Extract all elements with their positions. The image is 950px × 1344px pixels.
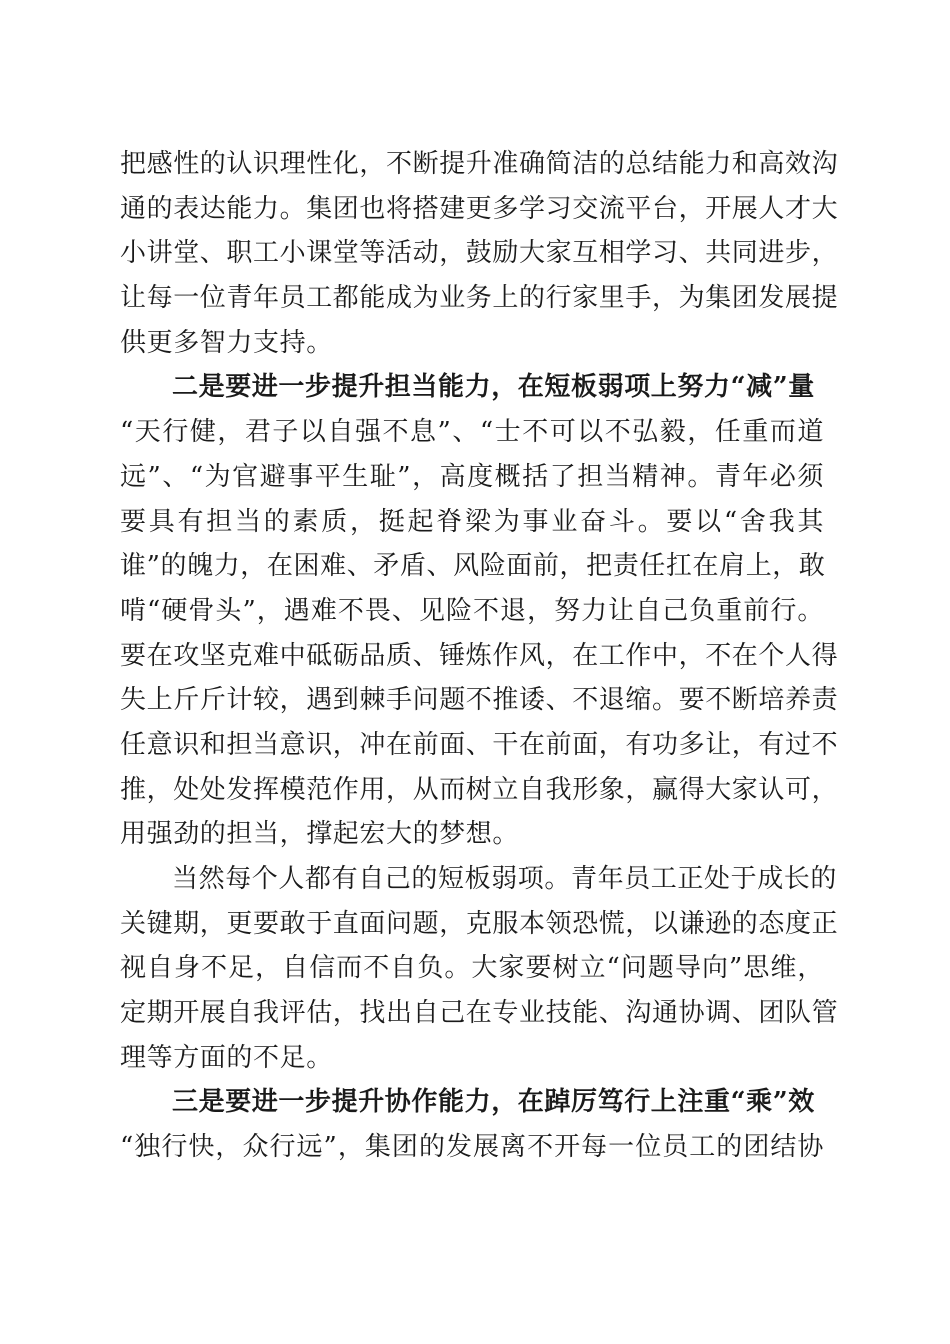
paragraph-collaboration	[120, 1125, 824, 1170]
text-line: 远”、“为官避事平生耻”，高度概括了担当精神。青年必须	[120, 461, 824, 492]
heading-line: 二是要进一步提升担当能力，在短板弱项上努力“减”量	[172, 372, 815, 403]
text-line: “独行快，众行远”，集团的发展离不开每一位员工的团结协	[120, 1132, 824, 1163]
heading-line: 三是要进一步提升协作能力，在踔厉笃行上注重“乘”效	[172, 1087, 815, 1118]
text-line: 谁”的魄力，在困难、矛盾、风险面前，把责任扛在肩上，敢	[120, 551, 826, 582]
text-line: 把感性的认识理性化，不断提升准确简洁的总结能力和高效沟	[120, 149, 839, 179]
text-line: 小讲堂、职工小课堂等活动，鼓励大家互相学习、共同进步，	[120, 238, 839, 269]
section-heading-collaboration	[120, 1080, 824, 1125]
text-line: 视自身不足，自信而不自负。大家要树立“问题导向”思维，	[120, 953, 824, 984]
text-line: 失上斤斤计较，遇到棘手问题不推诿、不退缩。要不断培养责	[120, 685, 839, 716]
text-line: 通的表达能力。集团也将搭建更多学习交流平台，开展人才大	[120, 193, 839, 224]
paragraph-weaknesses	[120, 857, 839, 1080]
text-line: 推，处处发挥模范作用，从而树立自我形象，赢得大家认可，	[120, 774, 839, 805]
section-heading-responsibility	[120, 365, 824, 410]
text-line: 任意识和担当意识，冲在前面、干在前面，有功多让，有过不	[120, 729, 839, 760]
paragraph-responsibility	[120, 410, 839, 857]
text-line: 用强劲的担当，撑起宏大的梦想。	[120, 819, 520, 850]
text-line: “天行健，君子以自强不息”、“士不可以不弘毅，任重而道	[120, 417, 824, 448]
text-line: 当然每个人都有自己的短板弱项。青年员工正处于成长的	[172, 864, 838, 894]
paragraph-summary-skills	[120, 142, 839, 365]
document-page	[120, 142, 839, 1170]
text-line: 要具有担当的素质，挺起脊梁为事业奋斗。要以“舍我其	[120, 506, 824, 537]
text-line: 供更多智力支持。	[120, 327, 333, 358]
text-line: 要在攻坚克难中砥砺品质、锤炼作风，在工作中，不在个人得	[120, 640, 839, 671]
text-line: 啃“硬骨头”，遇难不畏、见险不退，努力让自己负重前行。	[120, 595, 824, 626]
text-line: 关键期，更要敢于直面问题，克服本领恐慌，以谦逊的态度正	[120, 908, 839, 939]
text-line: 理等方面的不足。	[120, 1042, 333, 1073]
text-line: 定期开展自我评估，找出自己在专业技能、沟通协调、团队管	[120, 998, 839, 1029]
text-line: 让每一位青年员工都能成为业务上的行家里手，为集团发展提	[120, 283, 839, 314]
